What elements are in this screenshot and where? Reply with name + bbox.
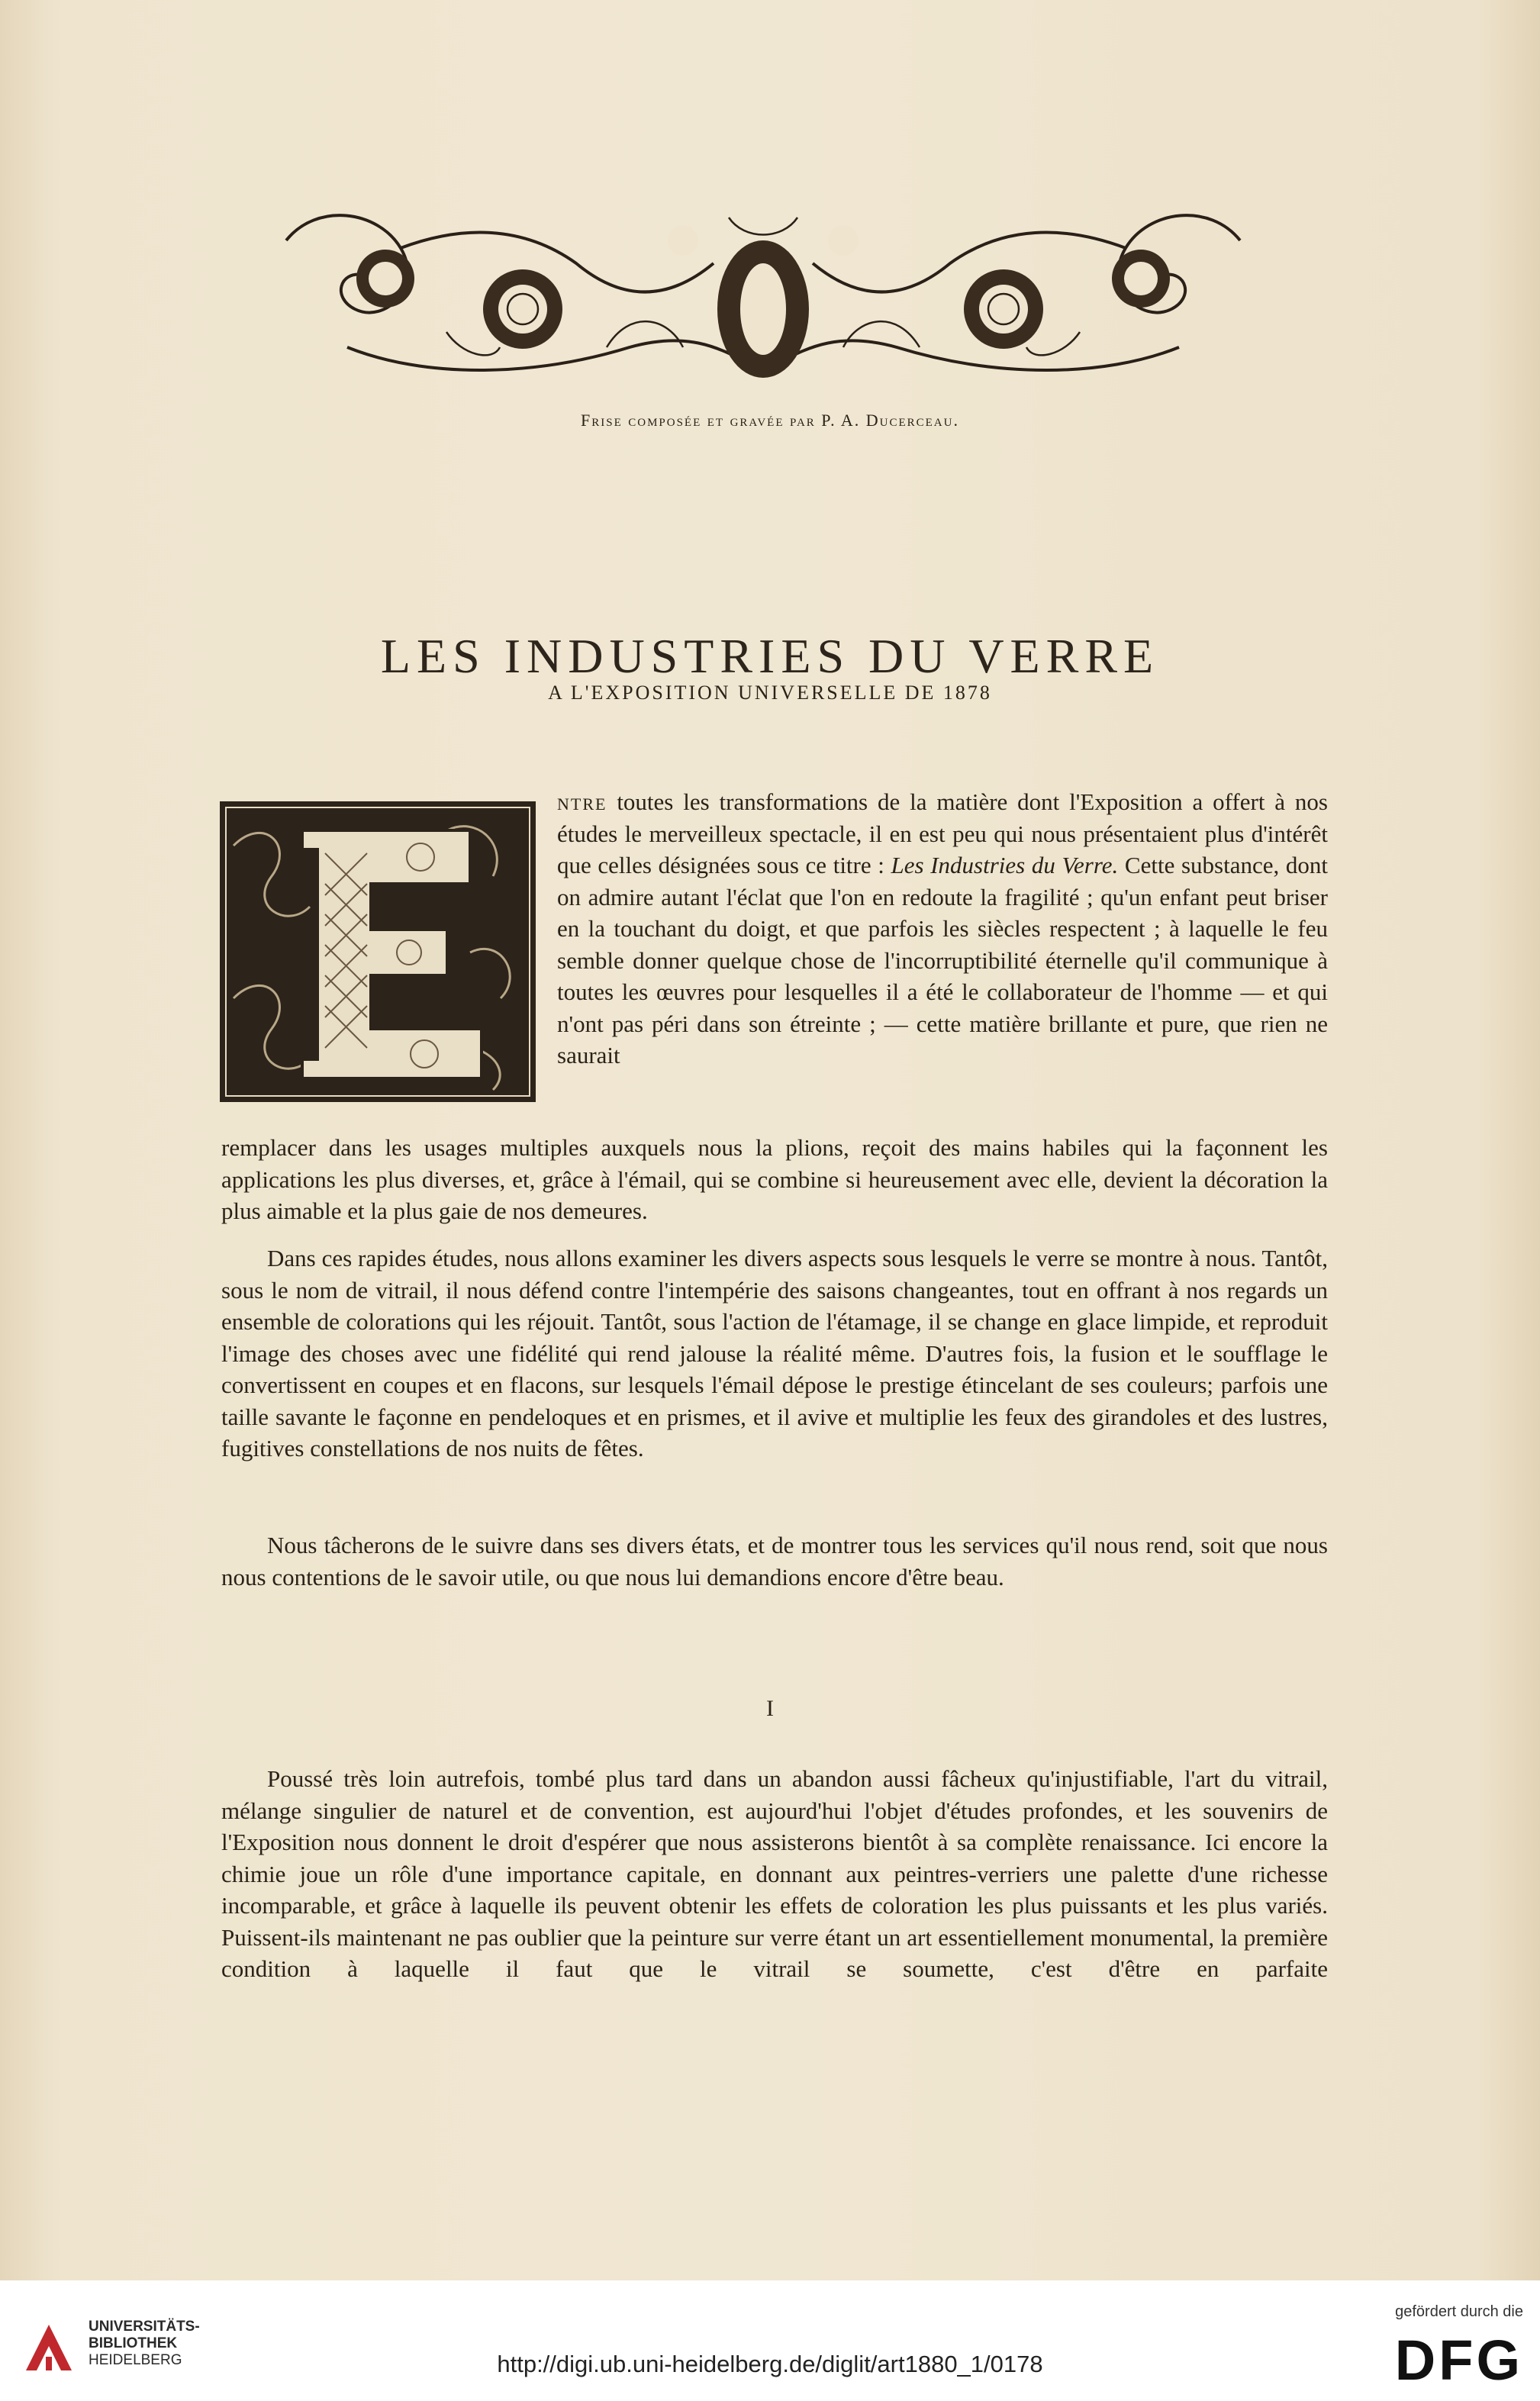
institution-line-2: BIBLIOTHEK <box>89 2335 178 2351</box>
drop-cap-e-illustration <box>218 800 537 1104</box>
institution-line-3: HEIDELBERG <box>89 2352 182 2368</box>
intro-paragraph <box>557 786 1328 1072</box>
dfg-logo: DFG <box>1394 2328 1523 2392</box>
intro-italic-title: Les Industries du Verre. <box>891 852 1119 878</box>
intro-small-caps: ntre <box>557 788 607 815</box>
document-url-link[interactable]: http://digi.ub.uni-heidelberg.de/diglit/art1880_1/0178 <box>497 2351 1043 2377</box>
institution-line-1: UNIVERSITÄTS- <box>89 2319 200 2335</box>
body-paragraph-2: Dans ces rapides études, nous allons examiner les divers aspects sous lesquels le verre se montre à nous. Tantôt, sous le nom de vitrail, il nous défend contre l'intempérie des saisons changeantes, tout en offrant à nos regards un ensemble de colorations qui les réjouit. Tantôt, sous l'action de l'étamage, il se change en glace limpide, et reproduit l'image des choses avec une fidélité qui rend jalouse la réalité même. D'autres fois, la fusion et le soufflage le convertissent en coupes et en flacons, sur lesquels l'émail dépose le prestige étincelant de ses couleurs; parfois une taille savante le façonne en pendeloques et en prismes, et il avive et multiplie les feux des girandoles et des lustres, fugitives constellations de nos nuits de fêtes. <box>221 1245 1328 1462</box>
article-title: LES INDUSTRIES DU VERRE <box>380 628 1160 683</box>
intro-text: toutes les transformations de la matière dont l'Exposition a offert à nos études le merveilleux spectacle, il en est peu qui nous présentaient plus d'intérêt que celles désignées sous ce titre : <box>557 788 1328 878</box>
intro-text-tail: Cette substance, dont on admire autant l'éclat que l'on en redoute la fragilité ; qu'un enfant peut briser en la touchant du doigt, et que parfois les siècles respectent ; à laquelle le feu semble donner quelque chose de l'incorruptibilité éternelle qu'il communique à toutes les œuvres pour lesquelles il a été le collaborateur de l'homme — et qui n'ont pas péri dans son étreinte ; — cette matière brillante et pure, que rien ne saurait <box>557 852 1329 1068</box>
article-subtitle: A L'EXPOSITION UNIVERSELLE DE 1878 <box>548 682 992 704</box>
body-paragraph-3: Nous tâcherons de le suivre dans ses divers états, et de montrer tous les services qu'il nous rend, soit que nous nous contentions de le savoir utile, ou que nous lui demandions encore d'être beau. <box>221 1532 1328 1590</box>
section-number: I <box>766 1696 774 1721</box>
funding-label: gefördert durch die <box>1395 2303 1523 2320</box>
footer-bar <box>0 2280 1540 2401</box>
body-paragraph-4: Poussé très loin autrefois, tombé plus tard dans un abandon aussi fâcheux qu'injustifiable, l'art du vitrail, mélange singulier de naturel et de convention, est aujourd'hui l'objet d'études profondes, et les souvenirs de l'Exposition nous donnent le droit d'espérer que nous assisterons bientôt à sa complète renaissance. Ici encore la chimie joue un rôle d'une importance capitale, en donnant aux peintres-verriers une palette d'une richesse incomparable, et grâce à laquelle ils peuvent obtenir les effets de coloration les plus puissants et les plus variés. Puissent-ils maintenant ne pas oublier que la peinture sur verre étant un art essentiellement monumental, la première condition à laquelle il faut que le vitrail se soumette, c'est d'être en parfaite <box>221 1765 1328 1982</box>
intro-paragraph-continued: remplacer dans les usages multiples auxquels nous la plions, reçoit des mains habiles qui la façonnent les applications les plus diverses, et, grâce à l'émail, qui se combine si heureusement avec elle, devient la décoration la plus aimable et la plus gaie de nos demeures. <box>221 1134 1328 1224</box>
frieze-caption: Frise composée et gravée par P. A. Ducerceau. <box>581 411 959 430</box>
ornamental-frieze <box>271 195 1255 393</box>
